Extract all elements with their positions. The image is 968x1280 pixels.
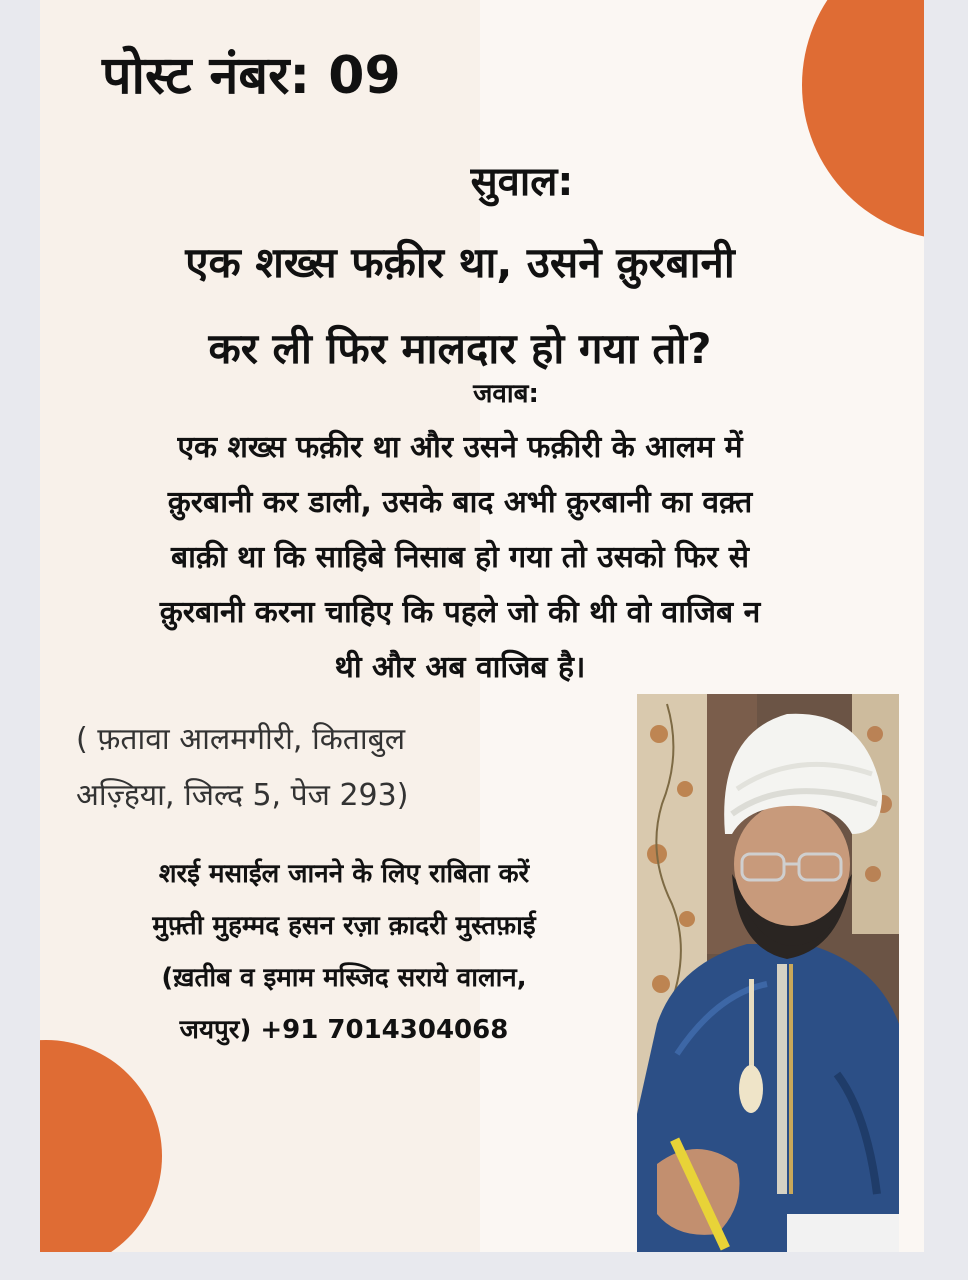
reference-line: ( फ़तावा आलमगीरी, किताबुल — [76, 722, 406, 757]
answer-line: बाक़ी था कि साहिबे निसाब हो गया तो उसको फिर से — [171, 540, 749, 575]
question-line: एक शख्स फक़ीर था, उसने क़ुरबानी — [185, 238, 735, 287]
contact-phone-line: जयपुर) +91 7014304068 — [179, 1015, 509, 1045]
reference-citation — [76, 712, 506, 824]
question-text — [40, 220, 880, 392]
answer-line: क़ुरबानी करना चाहिए कि पहले जो की थी वो वाजिब न — [159, 595, 761, 630]
answer-line: थी और अब वाजिब है। — [334, 650, 586, 685]
contact-info — [54, 848, 634, 1056]
poster-card — [40, 0, 924, 1252]
answer-label: जवाब: — [473, 379, 539, 409]
question-label: सुवाल: — [470, 159, 574, 205]
contact-line: मुफ़्ती मुहम्मद हसन रज़ा क़ादरी मुस्तफ़ाई — [152, 911, 536, 941]
answer-line: क़ुरबानी कर डाली, उसके बाद अभी क़ुरबानी का वक़्त — [167, 485, 753, 520]
contact-line: (ख़तीब व इमाम मस्जिद सराये वालान, — [161, 963, 527, 993]
answer-text — [60, 420, 860, 695]
post-number-title: पोस्ट नंबर: 09 — [102, 46, 401, 106]
reference-line: अज़्हिया, जिल्द 5, पेज 293) — [76, 778, 409, 813]
question-line: कर ली फिर मालदार हो गया तो? — [208, 324, 712, 373]
scholar-photo — [637, 694, 899, 1252]
decorative-circle-bottom — [40, 1040, 162, 1252]
answer-line: एक शख्स फक़ीर था और उसने फक़ीरी के आलम में — [177, 430, 743, 465]
contact-line: शरई मसाईल जानने के लिए राबिता करें — [158, 859, 530, 889]
